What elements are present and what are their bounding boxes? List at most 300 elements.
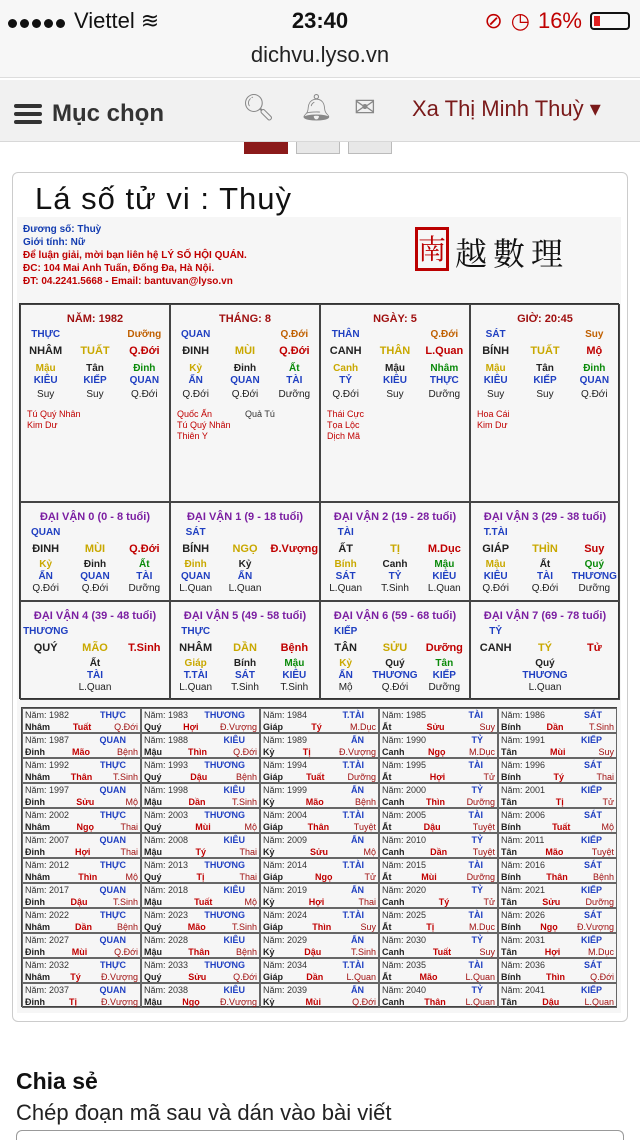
- cell-row: [321, 682, 469, 693]
- year-row-2: [263, 821, 378, 833]
- cell-value: Kỷ: [238, 559, 252, 570]
- year-branch: Tuất: [552, 822, 571, 832]
- year-state: Tử: [602, 797, 614, 807]
- year-row-1: [25, 784, 140, 796]
- cell-value: Dưỡng: [428, 389, 461, 400]
- year-label: Năm: 1992: [25, 760, 70, 770]
- year-stem: Ất: [382, 822, 392, 832]
- cell-row: [321, 670, 469, 681]
- year-label: Năm: 2025: [382, 910, 427, 920]
- year-state: T.Sinh: [588, 722, 614, 732]
- star: Kim Dư: [27, 420, 58, 430]
- year-branch: Tị: [196, 872, 205, 882]
- year-branch: Dậu: [304, 947, 322, 957]
- year-stem: Giáp: [263, 722, 284, 732]
- wifi-icon: ≋: [140, 8, 160, 33]
- cell-value: Q.Đới: [430, 329, 459, 340]
- year-row-1: [501, 934, 616, 946]
- cell-value: Quý: [584, 559, 605, 570]
- cell-value: L.Quan: [329, 583, 363, 594]
- year-label: Năm: 1991: [501, 735, 546, 745]
- year-label: Năm: 1995: [382, 760, 427, 770]
- cell-value: L.Quan: [528, 682, 562, 693]
- cell-value: NHÂM: [179, 642, 213, 654]
- year-god: TÀI: [468, 710, 483, 720]
- dai-van-cell: [470, 601, 620, 700]
- cell-value: QUAN: [579, 375, 610, 386]
- mail-icon[interactable]: ✉: [354, 92, 376, 122]
- year-label: Năm: 2007: [25, 835, 70, 845]
- year-cell: [22, 908, 141, 933]
- year-branch: Thân: [70, 772, 93, 782]
- year-cell: [22, 933, 141, 958]
- cell-value: Đinh: [133, 363, 156, 374]
- year-row-1: [501, 709, 616, 721]
- year-row-1: [263, 884, 378, 896]
- cell-value: [120, 670, 169, 681]
- cell-value: Q.Đới: [182, 389, 209, 400]
- alarm-icon: ◷: [510, 8, 530, 33]
- year-state: Tử: [483, 772, 495, 782]
- cell-row: [471, 375, 619, 386]
- year-row-1: [263, 934, 378, 946]
- year-row-1: [263, 959, 378, 971]
- year-god: TỶ: [471, 735, 483, 745]
- year-stem: Tân: [501, 797, 518, 807]
- cell-value: [471, 682, 520, 693]
- year-god: TỶ: [471, 935, 483, 945]
- year-cell: [260, 908, 379, 933]
- year-row-2: [382, 821, 497, 833]
- cell-title: NGÀY: 5: [373, 313, 417, 325]
- year-row-2: [25, 821, 140, 833]
- cell-value: NHÂM: [29, 345, 63, 357]
- embed-code-box[interactable]: [16, 1130, 624, 1140]
- year-cell: [379, 783, 498, 808]
- year-state: M.Dục: [468, 922, 495, 932]
- year-row-1: [263, 734, 378, 746]
- year-branch: Ngọ: [76, 822, 94, 832]
- year-row-1: [25, 884, 140, 896]
- cell-value: T.Sinh: [381, 583, 409, 594]
- cell-value: [521, 329, 570, 340]
- cell-value: [521, 527, 570, 538]
- year-branch: Dần: [546, 722, 564, 732]
- year-stem: Quý: [144, 872, 162, 882]
- cell-row: [471, 363, 619, 374]
- cell-row: [21, 363, 169, 374]
- lyso-logo: [413, 223, 603, 275]
- cell-row: [471, 543, 619, 555]
- year-row-2: [144, 946, 259, 958]
- year-god: SÁT: [584, 760, 602, 770]
- year-stem: Nhâm: [25, 872, 51, 882]
- year-state: Mộ: [363, 847, 376, 857]
- year-row-2: [501, 846, 616, 858]
- year-god: TÀI: [468, 960, 483, 970]
- year-branch: Mão: [305, 797, 324, 807]
- year-row-1: [144, 834, 259, 846]
- year-stem: Mậu: [144, 847, 162, 857]
- year-stem: Bính: [501, 922, 521, 932]
- year-state: Mộ: [244, 822, 257, 832]
- year-label: Năm: 2016: [501, 860, 546, 870]
- year-row-2: [501, 921, 616, 933]
- cell-row: [171, 345, 319, 357]
- year-row-1: [263, 784, 378, 796]
- year-stem: Nhâm: [25, 822, 51, 832]
- year-stem: Bính: [501, 772, 521, 782]
- year-cell: [260, 883, 379, 908]
- cell-value: Mậu: [434, 559, 455, 570]
- year-god: TÀI: [468, 910, 483, 920]
- year-state: L.Quan: [465, 972, 495, 982]
- year-cell: [260, 983, 379, 1008]
- cell-value: [270, 571, 319, 582]
- year-row-2: [144, 721, 259, 733]
- cell-title: ĐẠI VẬN 2 (19 - 28 tuổi): [333, 511, 457, 523]
- year-row-2: [144, 971, 259, 983]
- year-god: KIÊU: [223, 935, 245, 945]
- dai-van-cell: [20, 502, 170, 601]
- year-label: Năm: 1996: [501, 760, 546, 770]
- cell-value: Dưỡng: [428, 682, 461, 693]
- year-stem: Ất: [382, 872, 392, 882]
- year-label: Năm: 2018: [144, 885, 189, 895]
- cell-row: [171, 642, 319, 654]
- year-state: M.Dục: [349, 722, 376, 732]
- year-god: KIÊU: [223, 735, 245, 745]
- year-state: Thai: [239, 847, 257, 857]
- battery-percent: 16%: [537, 8, 582, 33]
- cell-value: Suy: [536, 389, 554, 400]
- year-cell: [22, 708, 141, 733]
- year-row-1: [263, 859, 378, 871]
- cell-value: CANH: [329, 345, 362, 357]
- year-branch: Dần: [74, 922, 92, 932]
- year-stem: Đinh: [25, 997, 45, 1007]
- cell-value: TÂN: [334, 642, 357, 654]
- year-branch: Tị: [302, 747, 311, 757]
- year-row-1: [501, 734, 616, 746]
- cell-value: TÝ: [537, 642, 553, 654]
- year-row-2: [144, 871, 259, 883]
- cell-row: [21, 345, 169, 357]
- year-state: Suy: [479, 947, 495, 957]
- cell-value: [21, 670, 70, 681]
- user-menu[interactable]: Xa Thị Minh Thuỳ ▾: [412, 96, 601, 121]
- cell-value: [270, 583, 319, 594]
- year-god: T.TÀI: [342, 960, 364, 970]
- year-state: Tử: [364, 872, 376, 882]
- star-list: [177, 409, 231, 442]
- cell-row: [471, 583, 619, 594]
- cell-value: Dưỡng: [127, 329, 162, 340]
- cell-row: [171, 670, 319, 681]
- year-label: Năm: 2035: [382, 960, 427, 970]
- year-state: Tuyệt: [472, 822, 495, 832]
- cell-value: [120, 527, 169, 538]
- year-cell: [498, 808, 617, 833]
- year-row-2: [501, 821, 616, 833]
- cell-title: THÁNG: 8: [219, 313, 271, 325]
- cell-value: Đinh: [83, 559, 107, 570]
- tab-active[interactable]: [244, 142, 288, 154]
- cell-value: TUẤT: [80, 345, 110, 357]
- dai-van-cell: [320, 601, 470, 700]
- cell-row: [171, 658, 319, 669]
- cell-value: Quý: [385, 658, 405, 669]
- year-label: Năm: 2009: [263, 835, 308, 845]
- cell-value: Dưỡng: [278, 389, 311, 400]
- year-label: Năm: 2012: [25, 860, 70, 870]
- cell-value: TỶ: [489, 626, 503, 637]
- year-cell: [498, 758, 617, 783]
- cell-value: KIÊU: [483, 375, 508, 386]
- year-label: Năm: 2002: [25, 810, 70, 820]
- year-label: Năm: 1983: [144, 710, 189, 720]
- cell-value: L.Quan: [425, 345, 464, 357]
- cell-value: QUAN: [230, 375, 260, 386]
- year-state: Tử: [483, 897, 495, 907]
- year-stem: Tân: [501, 947, 518, 957]
- star-list: [27, 409, 81, 431]
- cell-value: TÀI: [337, 527, 354, 538]
- page-title: Lá số tử vi : Thuỳ: [35, 181, 293, 216]
- year-state: Q.Đới: [590, 972, 614, 982]
- year-cell: [498, 833, 617, 858]
- year-cell: [498, 858, 617, 883]
- star: Thái Cực: [327, 409, 365, 419]
- url-bar[interactable]: dichvu.lyso.vn: [0, 40, 640, 78]
- year-branch: Tý: [553, 772, 564, 782]
- year-god: ẤN: [351, 885, 364, 895]
- cell-value: Suy: [86, 389, 104, 400]
- year-branch: Ngọ: [314, 872, 333, 882]
- cell-value: L.Quan: [228, 583, 262, 594]
- year-row-1: [382, 759, 497, 771]
- cell-value: KIẾP: [83, 375, 107, 386]
- cell-row: [471, 389, 619, 400]
- cell-value: Bệnh: [280, 642, 309, 654]
- year-god: THƯƠNG: [204, 760, 245, 770]
- cell-value: Đinh: [233, 363, 257, 374]
- year-stem: Tân: [501, 747, 518, 757]
- cell-value: Quý: [535, 658, 555, 669]
- star: Dịch Mã: [327, 431, 361, 441]
- year-row-1: [382, 934, 497, 946]
- year-label: Năm: 1993: [144, 760, 189, 770]
- tab[interactable]: [296, 142, 340, 154]
- cell-value: T.Sinh: [280, 682, 309, 693]
- year-row-2: [263, 896, 378, 908]
- year-row-1: [501, 984, 616, 996]
- year-label: Năm: 2030: [382, 935, 427, 945]
- year-state: T.Sinh: [231, 797, 257, 807]
- year-label: Năm: 1994: [263, 760, 308, 770]
- year-state: Thai: [120, 822, 138, 832]
- year-state: Q.Đới: [114, 947, 138, 957]
- year-row-1: [263, 834, 378, 846]
- year-state: Suy: [360, 922, 376, 932]
- year-god: THƯƠNG: [204, 810, 245, 820]
- search-icon[interactable]: 🔍︎: [242, 92, 276, 122]
- year-god: QUAN: [99, 985, 126, 995]
- cell-row: [171, 583, 319, 594]
- cell-row: [471, 682, 619, 693]
- year-stem: Canh: [382, 847, 405, 857]
- year-row-2: [382, 846, 497, 858]
- year-state: Đ.Vượng: [577, 922, 614, 932]
- year-cell: [379, 708, 498, 733]
- cell-value: ẤN: [188, 375, 203, 386]
- star-list-2: [245, 409, 275, 420]
- year-cell: [379, 758, 498, 783]
- cell-value: KIÊU: [383, 375, 407, 386]
- year-branch: Hợi: [75, 847, 91, 857]
- year-state: Thai: [120, 847, 138, 857]
- year-row-1: [382, 709, 497, 721]
- year-label: Năm: 2022: [25, 910, 70, 920]
- cell-row: [21, 583, 169, 594]
- year-label: Năm: 2037: [25, 985, 70, 995]
- year-row-2: [144, 921, 259, 933]
- cell-row: [471, 345, 619, 357]
- year-label: Năm: 2033: [144, 960, 189, 970]
- cell-title: ĐẠI VẬN 0 (0 - 8 tuổi): [39, 511, 150, 523]
- year-god: KIẾP: [580, 735, 602, 745]
- year-cell: [260, 808, 379, 833]
- year-cell: [22, 983, 141, 1008]
- cell-value: KIẾP: [333, 626, 358, 637]
- cell-value: [21, 682, 70, 693]
- cell-value: Giáp: [184, 658, 207, 669]
- year-cell: [379, 858, 498, 883]
- menu-button[interactable]: [14, 100, 164, 128]
- year-state: Mộ: [601, 822, 614, 832]
- cell-value: [570, 626, 619, 637]
- year-row-2: [144, 746, 259, 758]
- year-state: Tuyệt: [591, 847, 614, 857]
- hamburger-icon: [14, 104, 42, 124]
- year-row-2: [382, 721, 497, 733]
- cell-row: [21, 559, 169, 570]
- year-row-2: [25, 921, 140, 933]
- cell-value: QUAN: [180, 329, 211, 340]
- cell-value: Bính: [233, 658, 257, 669]
- year-branch: Dậu: [70, 897, 88, 907]
- year-row-2: [382, 946, 497, 958]
- year-god: THƯƠNG: [204, 860, 245, 870]
- year-cell: [22, 958, 141, 983]
- year-cell: [22, 758, 141, 783]
- year-state: Suy: [598, 747, 614, 757]
- year-cell: [141, 858, 260, 883]
- year-branch: Hợi: [544, 947, 561, 957]
- year-row-1: [25, 959, 140, 971]
- dai-van-cell: [320, 502, 470, 601]
- year-label: Năm: 1988: [144, 735, 189, 745]
- cell-row: [471, 571, 619, 582]
- cell-value: Dưỡng: [128, 583, 161, 594]
- year-cell: [260, 758, 379, 783]
- bell-icon[interactable]: 🔔︎: [300, 92, 334, 122]
- year-stem: Mậu: [144, 947, 162, 957]
- year-god: SÁT: [584, 860, 602, 870]
- year-branch: Thân: [424, 997, 446, 1007]
- year-row-1: [501, 884, 616, 896]
- cell-value: Đ.Vượng: [270, 543, 319, 555]
- cell-value: [371, 329, 420, 340]
- year-row-2: [501, 871, 616, 883]
- cell-value: Q.Đới: [381, 682, 409, 693]
- year-cell: [141, 708, 260, 733]
- year-stem: Canh: [382, 947, 405, 957]
- year-row-1: [25, 984, 140, 996]
- cell-value: KIÊU: [432, 571, 457, 582]
- cell-row: [21, 527, 169, 538]
- cell-value: Q.Đới: [81, 583, 109, 594]
- cell-value: Q.Đới: [231, 389, 259, 400]
- year-branch: Thìn: [546, 972, 566, 982]
- cell-value: TỶ: [339, 375, 353, 386]
- year-cell: [498, 983, 617, 1008]
- year-branch: Thìn: [426, 797, 446, 807]
- year-branch: Ngọ: [427, 747, 446, 757]
- year-branch: Tị: [69, 997, 78, 1007]
- cell-row: [471, 527, 619, 538]
- cell-value: [270, 559, 319, 570]
- year-cell: [260, 958, 379, 983]
- cell-value: ẤN: [338, 670, 353, 681]
- year-row-1: [263, 709, 378, 721]
- cell-value: Mậu: [485, 363, 506, 374]
- cell-row: [21, 626, 169, 637]
- year-row-1: [382, 859, 497, 871]
- year-branch: Thìn: [188, 747, 208, 757]
- year-row-2: [382, 796, 497, 808]
- info-gender: Giới tính: Nữ: [23, 237, 86, 248]
- year-row-2: [263, 846, 378, 858]
- year-label: Năm: 1982: [25, 710, 70, 720]
- year-state: Tuyệt: [472, 847, 495, 857]
- year-god: KIẾP: [580, 835, 602, 845]
- info-phone: ĐT: 04.2241.5668 - Email: bantuvan@lyso.vn: [23, 276, 233, 287]
- year-row-2: [25, 721, 140, 733]
- year-state: Dưỡng: [466, 872, 495, 882]
- year-row-1: [501, 759, 616, 771]
- cell-row: [21, 375, 169, 386]
- tu-vi-chart: [17, 217, 621, 1013]
- year-cell: [22, 808, 141, 833]
- cell-value: THỰC: [429, 375, 459, 386]
- year-state: T.Sinh: [350, 947, 376, 957]
- year-label: Năm: 1986: [501, 710, 546, 720]
- year-branch: Tý: [195, 847, 206, 857]
- year-god: TỶ: [471, 985, 483, 995]
- year-label: Năm: 2041: [501, 985, 546, 995]
- cell-value: Kỷ: [39, 559, 53, 570]
- year-cell: [22, 733, 141, 758]
- cell-value: Q.Đới: [280, 329, 309, 340]
- year-god: TỶ: [471, 885, 483, 895]
- year-branch: Sửu: [426, 722, 445, 732]
- cell-value: [570, 658, 619, 669]
- tab[interactable]: [348, 142, 392, 154]
- year-label: Năm: 2010: [382, 835, 427, 845]
- cell-row: [171, 329, 319, 340]
- cell-value: T.Sinh: [231, 682, 259, 693]
